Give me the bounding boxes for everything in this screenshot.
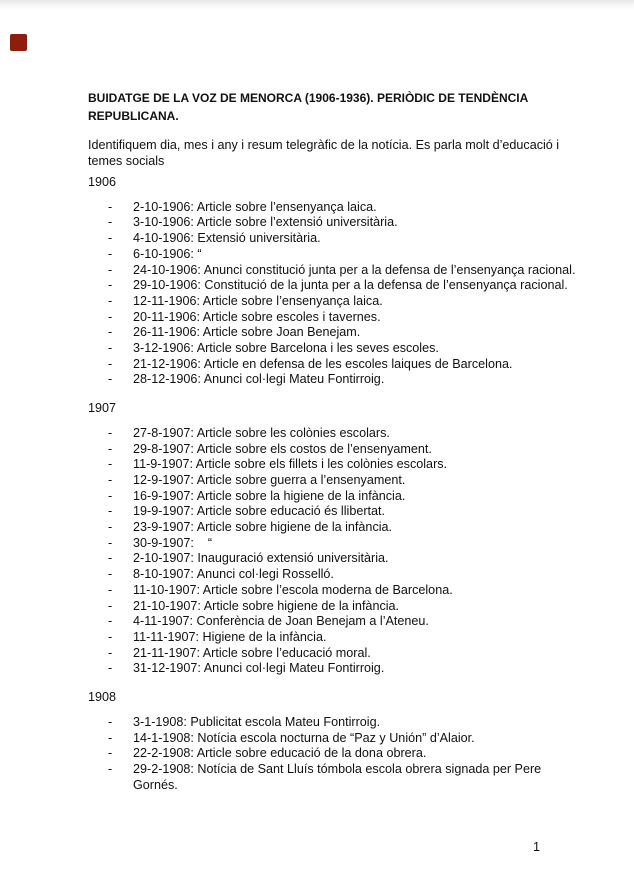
entry-list xyxy=(88,715,576,794)
year-section xyxy=(88,175,576,388)
document-title xyxy=(88,90,576,125)
entry: - 12-9-1907: Article sobre guerra a l’ensenyament. xyxy=(133,473,576,489)
page-number: 1 xyxy=(533,840,541,854)
entry: - 4-10-1906: Extensió universitària. xyxy=(133,231,576,247)
entry: - 29-8-1907: Article sobre els costos de l’ensenyament. xyxy=(133,442,576,458)
entry: - 14-1-1908: Notícia escola nocturna de “Paz y Unión” d’Alaior. xyxy=(133,731,576,747)
entry: - 3-1-1908: Publicitat escola Mateu Fontirroig. xyxy=(133,715,576,731)
year-heading: 1908 xyxy=(88,690,117,705)
entry: - 16-9-1907: Article sobre la higiene de la infància. xyxy=(133,489,576,505)
entry: - 29-10-1906: Constitució de la junta per a la defensa de l’ensenyança racional. xyxy=(133,278,576,294)
entry: - 12-11-1906: Article sobre l’ensenyança laica. xyxy=(133,294,576,310)
entry: - 23-9-1907: Article sobre higiene de la infància. xyxy=(133,520,576,536)
entry: - 21-10-1907: Article sobre higiene de la infància. xyxy=(133,599,576,615)
entry: - 19-9-1907: Article sobre educació és llibertat. xyxy=(133,504,576,520)
intro-line-2: temes socials xyxy=(88,154,165,168)
entry: - 26-11-1906: Article sobre Joan Benejam. xyxy=(133,325,576,341)
entry: - 2-10-1906: Article sobre l’ensenyança laica. xyxy=(133,200,576,216)
entry: - 11-10-1907: Article sobre l’escola moderna de Barcelona. xyxy=(133,583,576,599)
entry: - 3-12-1906: Article sobre Barcelona i les seves escoles. xyxy=(133,341,576,357)
entry: - 21-11-1907: Article sobre l’educació moral. xyxy=(133,646,576,662)
entry: - 11-9-1907: Article sobre els fillets i les colònies escolars. xyxy=(133,457,576,473)
entry: - 24-10-1906: Anunci constitució junta per a la defensa de l’ensenyança racional. xyxy=(133,263,576,279)
title-line-2: REPUBLICANA. xyxy=(88,108,179,123)
entry: - 8-10-1907: Anunci col·legi Rosselló. xyxy=(133,567,576,583)
intro-line-1: Identifiquem dia, mes i any i resum telegràfic de la notícia. Es parla molt d’educació i xyxy=(88,138,560,152)
year-heading: 1906 xyxy=(88,175,117,189)
entry-list xyxy=(88,426,576,677)
entry: - 31-12-1907: Anunci col·legi Mateu Fontirroig. xyxy=(133,661,576,677)
intro-paragraph xyxy=(88,137,576,169)
entry: - 4-11-1907: Conferència de Joan Benejam a l’Ateneu. xyxy=(133,614,576,630)
title-line-1: BUIDATGE DE LA VOZ DE MENORCA (1906-1936). PERIÒDIC DE TENDÈNCIA xyxy=(88,91,529,105)
entry: - 11-11-1907: Higiene de la infància. xyxy=(133,630,576,646)
entry: - 20-11-1906: Article sobre escoles i tavernes. xyxy=(133,310,576,326)
entry: - 22-2-1908: Article sobre educació de la dona obrera. xyxy=(133,746,576,762)
entry: - 3-10-1906: Article sobre l’extensió universitària. xyxy=(133,215,576,231)
corner-marker xyxy=(10,34,27,51)
year-section xyxy=(88,401,576,677)
entry: - 30-9-1907: “ xyxy=(133,536,576,552)
entry: - 27-8-1907: Article sobre les colònies escolars. xyxy=(133,426,576,442)
entry: - 28-12-1906: Anunci col·legi Mateu Fontirroig. xyxy=(133,372,576,388)
entry: - 21-12-1906: Article en defensa de les escoles laiques de Barcelona. xyxy=(133,357,576,373)
document-page xyxy=(88,0,576,793)
entry-list xyxy=(88,200,576,388)
entry: - 29-2-1908: Notícia de Sant Lluís tómbola escola obrera signada per Pere Gornés. xyxy=(133,762,576,793)
year-section xyxy=(88,690,576,793)
year-heading: 1907 xyxy=(88,401,117,416)
entry: - 6-10-1906: “ xyxy=(133,247,576,263)
sections xyxy=(88,175,576,793)
entry: - 2-10-1907: Inauguració extensió universitària. xyxy=(133,551,576,567)
